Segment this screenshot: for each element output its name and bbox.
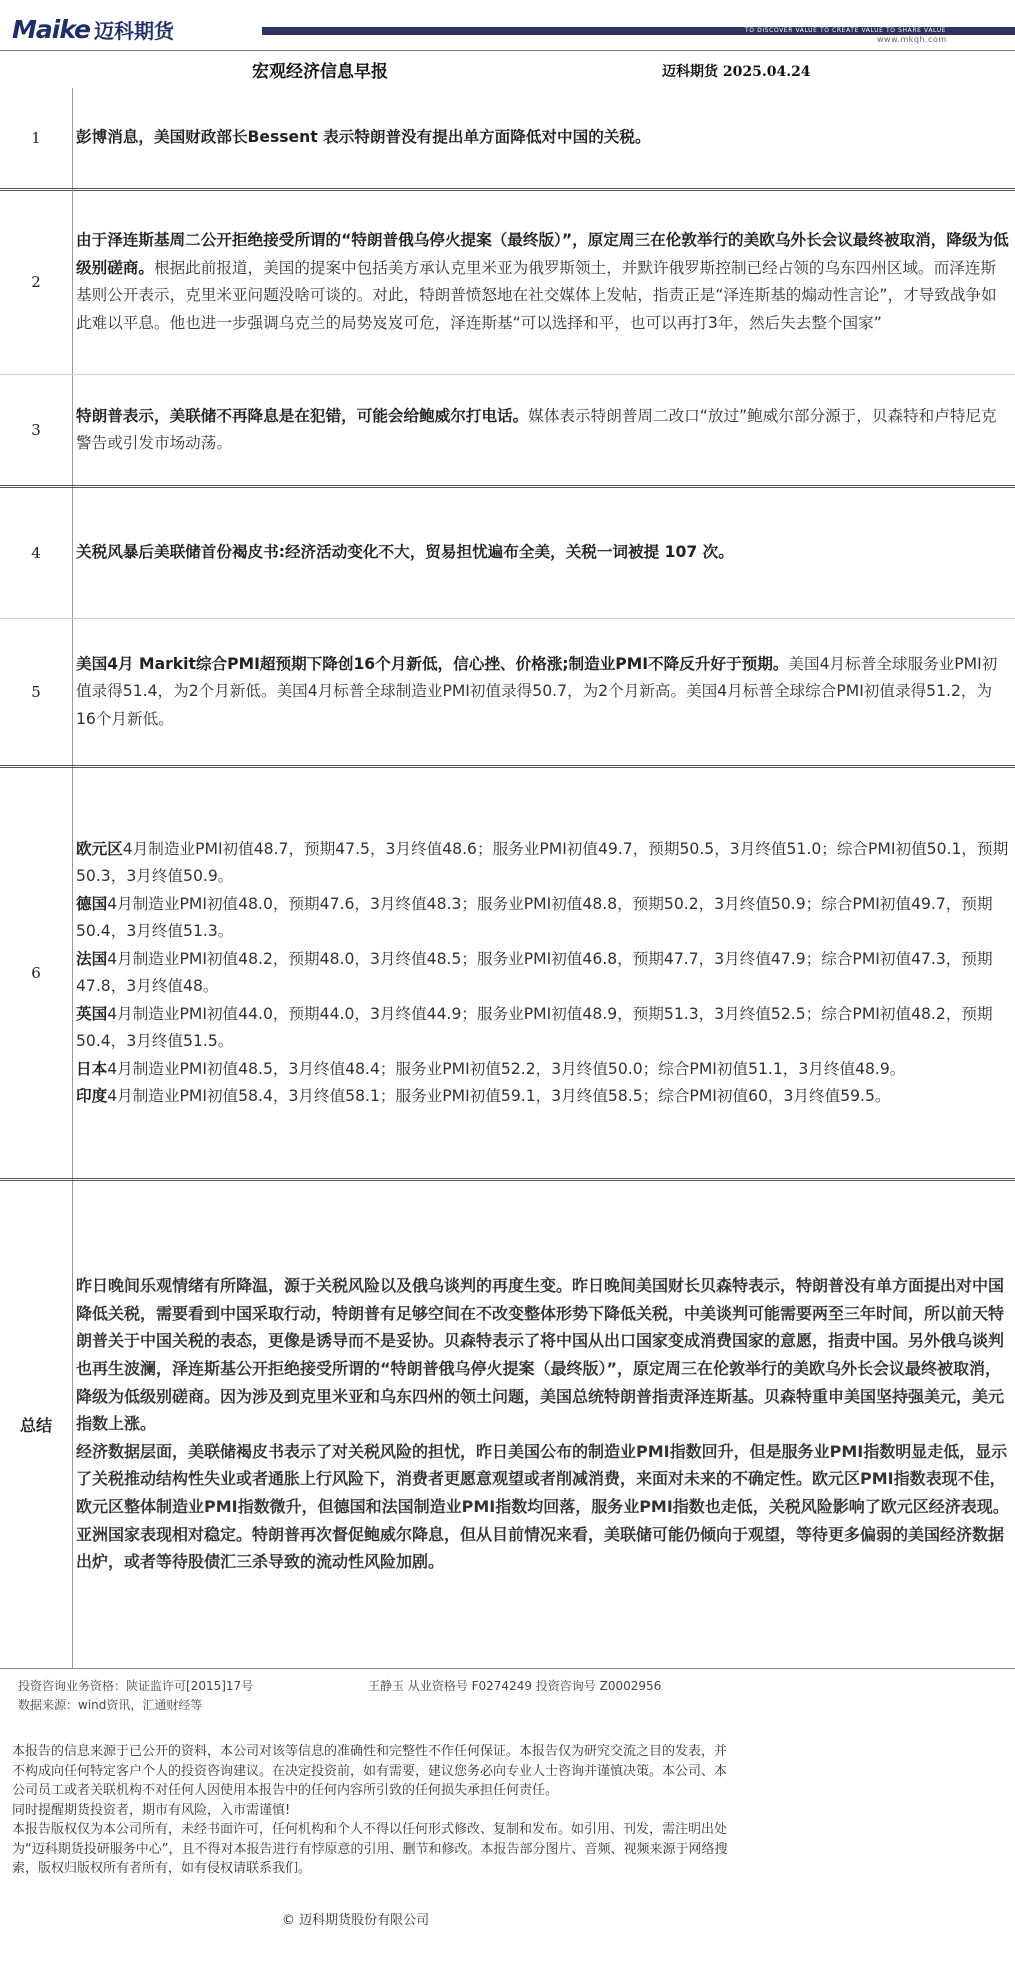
row-headline: 美国4月 Markit综合PMI超预期下降创16个月新低，信心挫、价格涨;制造业PMI不降反升好于预期。 bbox=[76, 654, 789, 673]
copyright: © 迈科期货股份有限公司 bbox=[282, 1913, 430, 1928]
row-headline: 关税风暴后美联储首份褐皮书:经济活动变化不大，贸易担忧遍布全美，关税一词被提 107 次。 bbox=[76, 543, 734, 562]
row-headline: 彭博消息，美国财政部长Bessent 表示特朗普没有提出单方面降低对中国的关税。 bbox=[76, 128, 651, 147]
company-logo bbox=[12, 16, 174, 42]
license-info: 投资咨询业务资格：陕证监许可[2015]17号 bbox=[18, 1679, 254, 1693]
risk-warning: 同时提醒期货投资者，期市有风险，入市需谨慎! bbox=[12, 1802, 291, 1818]
pmi-values: 4月制造业PMI初值48.2，预期48.0，3月终值48.5；服务业PMI初值46.8，预期47.7，3月终值47.9；综合PMI初值47.3，预期47.8，3月终值48。 bbox=[76, 949, 993, 995]
row-index: 5 bbox=[0, 619, 73, 765]
table-row bbox=[0, 619, 1015, 768]
pmi-values: 4月制造业PMI初值48.5，3月终值48.4；服务业PMI初值52.2，3月终值50.0；综合PMI初值51.1，3月终值48.9。 bbox=[107, 1059, 906, 1078]
pmi-entry bbox=[76, 1083, 1011, 1111]
row-body: 美国4月标普全球服务业PMI初值录得51.4，为2个月新低。美国4月标普全球制造业PMI初值录得50.7，为2个月新高。美国4月标普全球综合PMI初值录得51.2，为16个月新低。 bbox=[76, 654, 998, 728]
copyright-notice: 本报告版权仅为本公司所有，未经书面许可，任何机构和个人不得以任何形式修改、复制和发布。如引用、刊发，需注明出处为“迈科期货投研服务中心”，且不得对本报告进行有悖原意的引用、删节和修改。本报告部分图片、音频、视频来源于网络搜索，版权归版权所有者所有，如有侵权请联系我们。 bbox=[12, 1822, 728, 1876]
pmi-region: 欧元区 bbox=[76, 839, 123, 858]
pmi-entry bbox=[76, 891, 1011, 946]
pmi-entry bbox=[76, 836, 1011, 891]
logo-chinese-name: 迈科期货 bbox=[94, 18, 175, 43]
row-content-pmi bbox=[76, 768, 1011, 1178]
report-footer bbox=[0, 1668, 1015, 1963]
pmi-region: 德国 bbox=[76, 894, 108, 913]
summary-content bbox=[76, 1181, 1011, 1667]
pmi-region: 法国 bbox=[76, 949, 108, 968]
table-row bbox=[0, 190, 1015, 375]
row-index: 1 bbox=[0, 88, 73, 188]
logo-mark: Maike bbox=[12, 14, 91, 44]
summary-paragraph: 经济数据层面，美联储褐皮书表示了对关税风险的担忧，昨日美国公布的制造业PMI指数回升，但是服务业PMI指数明显走低，显示了关税推动结构性失业或者通胀上行风险下，消费者更愿意观望或者削减消费，来面对未来的不确定性。欧元区PMI指数表现不佳，欧元区整体制造业PMI指数微升，但德国和法国制造业PMI指数均回落，服务业PMI指数也走低，关税风险影响了欧元区经济表现。亚洲国家表现相对稳定。特朗普再次督促鲍威尔降息，但从目前情况来看，美联储可能仍倾向于观望，等待更多偏弱的美国经济数据出炉，或者等待股债汇三杀导致的流动性风险加剧。 bbox=[76, 1441, 1009, 1572]
summary-label: 总结 bbox=[0, 1181, 73, 1667]
row-index: 3 bbox=[0, 375, 73, 485]
pmi-entry bbox=[76, 946, 1011, 1001]
row-index: 6 bbox=[0, 768, 73, 1178]
report-title: 宏观经济信息早报 bbox=[252, 62, 388, 82]
pmi-region: 日本 bbox=[76, 1059, 108, 1078]
report-date: 迈科期货 2025.04.24 bbox=[662, 64, 811, 80]
row-index: 2 bbox=[0, 190, 73, 374]
pmi-values: 4月制造业PMI初值58.4，3月终值58.1；服务业PMI初值59.1，3月终值58.5；综合PMI初值60，3月终值59.5。 bbox=[107, 1087, 891, 1105]
summary-paragraph: 昨日晚间乐观情绪有所降温，源于关税风险以及俄乌谈判的再度生变。昨日晚间美国财长贝森特表示，特朗普没有单方面提出对中国降低关税，需要看到中国采取行动，特朗普有足够空间在不改变整体形势下降低关税，中美谈判可能需要两至三年时间，所以前天特朗普关于中国关税的表态，更像是诱导而不是妥协。贝森特表示了将中国从出口国家变成消费国家的意愿，指责中国。另外俄乌谈判也再生波澜，泽连斯基公开拒绝接受所谓的“特朗普俄乌停火提案（最终版）”，原定周三在伦敦举行的美欧乌外长会议最终被取消，降级为低级别磋商。因为涉及到克里米亚和乌东四州的领土问题，美国总统特朗普指责泽连斯基。贝森特重申美国坚持强美元，美元指数上涨。 bbox=[76, 1276, 1005, 1434]
row-headline: 特朗普表示，美联储不再降息是在犯错，可能会给鲍威尔打电话。 bbox=[76, 406, 529, 425]
summary-row bbox=[0, 1181, 1015, 1667]
report-header bbox=[0, 0, 1015, 88]
header-tagline: TO DISCOVER VALUE TO CREATE VALUE TO SHARE VALUE bbox=[745, 27, 947, 34]
disclaimer-text: 本报告的信息来源于已公开的资料，本公司对该等信息的准确性和完整性不作任何保证。本报告仅为研究交流之目的发表，并不构成向任何特定客户个人的投资咨询建议。在决定投资前，如有需要，建议您务必向专业人士咨询并谨慎决策。本公司、本公司员工或者关联机构不对任何人因使用本报告中的任何内容所引致的任何损失承担任何责任。 bbox=[12, 1744, 728, 1798]
row-body: 根据此前报道，美国的提案中包括美方承认克里米亚为俄罗斯领土，并默许俄罗斯控制已经占领的乌东四州区域。而泽连斯基则公开表示，克里米亚问题没啥可谈的。对此，特朗普愤怒地在社交媒体上发帖，指责正是“泽连斯基的煽动性言论”，才导致战争如此难以平息。他也进一步强调乌克兰的局势岌岌可危，泽连斯基“可以选择和平，也可以再打3年，然后失去整个国家” bbox=[76, 258, 997, 332]
row-content bbox=[76, 375, 1011, 485]
header-divider bbox=[0, 50, 1015, 51]
analyst-info: 王静玉 从业资格号 F0274249 投资咨询号 Z0002956 bbox=[368, 1679, 662, 1693]
table-row bbox=[0, 488, 1015, 619]
table-row bbox=[0, 88, 1015, 191]
pmi-region: 英国 bbox=[76, 1004, 108, 1023]
row-body: 媒体表示特朗普周二改口“放过”鲍威尔部分源于，贝森特和卢特尼克警告或引发市场动荡。 bbox=[76, 406, 997, 452]
row-headline: 由于泽连斯基周二公开拒绝接受所谓的“特朗普俄乌停火提案（最终版）”，原定周三在伦敦举行的美欧乌外长会议最终被取消，降级为低级别磋商。 bbox=[76, 231, 1009, 277]
row-content bbox=[76, 88, 1011, 188]
pmi-region: 印度 bbox=[76, 1087, 108, 1105]
row-index: 4 bbox=[0, 488, 73, 618]
pmi-values: 4月制造业PMI初值44.0，预期44.0，3月终值44.9；服务业PMI初值48.9，预期51.3，3月终值52.5；综合PMI初值48.2，预期50.4，3月终值51.5。 bbox=[76, 1004, 993, 1050]
table-row bbox=[0, 375, 1015, 488]
pmi-values: 4月制造业PMI初值48.7，预期47.5，3月终值48.6；服务业PMI初值49.7，预期50.5，3月终值51.0；综合PMI初值50.1，预期50.3，3月终值50.9。 bbox=[76, 839, 1009, 885]
data-sources: 数据来源：wind资讯，汇通财经等 bbox=[18, 1698, 203, 1712]
row-content bbox=[76, 190, 1011, 374]
row-content bbox=[76, 619, 1011, 765]
pmi-entry bbox=[76, 1001, 1011, 1056]
pmi-entry bbox=[76, 1056, 1011, 1084]
table-row bbox=[0, 768, 1015, 1181]
pmi-values: 4月制造业PMI初值48.0，预期47.6，3月终值48.3；服务业PMI初值48.8，预期50.2，3月终值50.9；综合PMI初值49.7，预期50.4，3月终值51.3。 bbox=[76, 894, 993, 940]
header-url: www.mkqh.com bbox=[877, 35, 947, 44]
row-content bbox=[76, 488, 1011, 618]
disclaimer-block bbox=[12, 1742, 734, 1879]
